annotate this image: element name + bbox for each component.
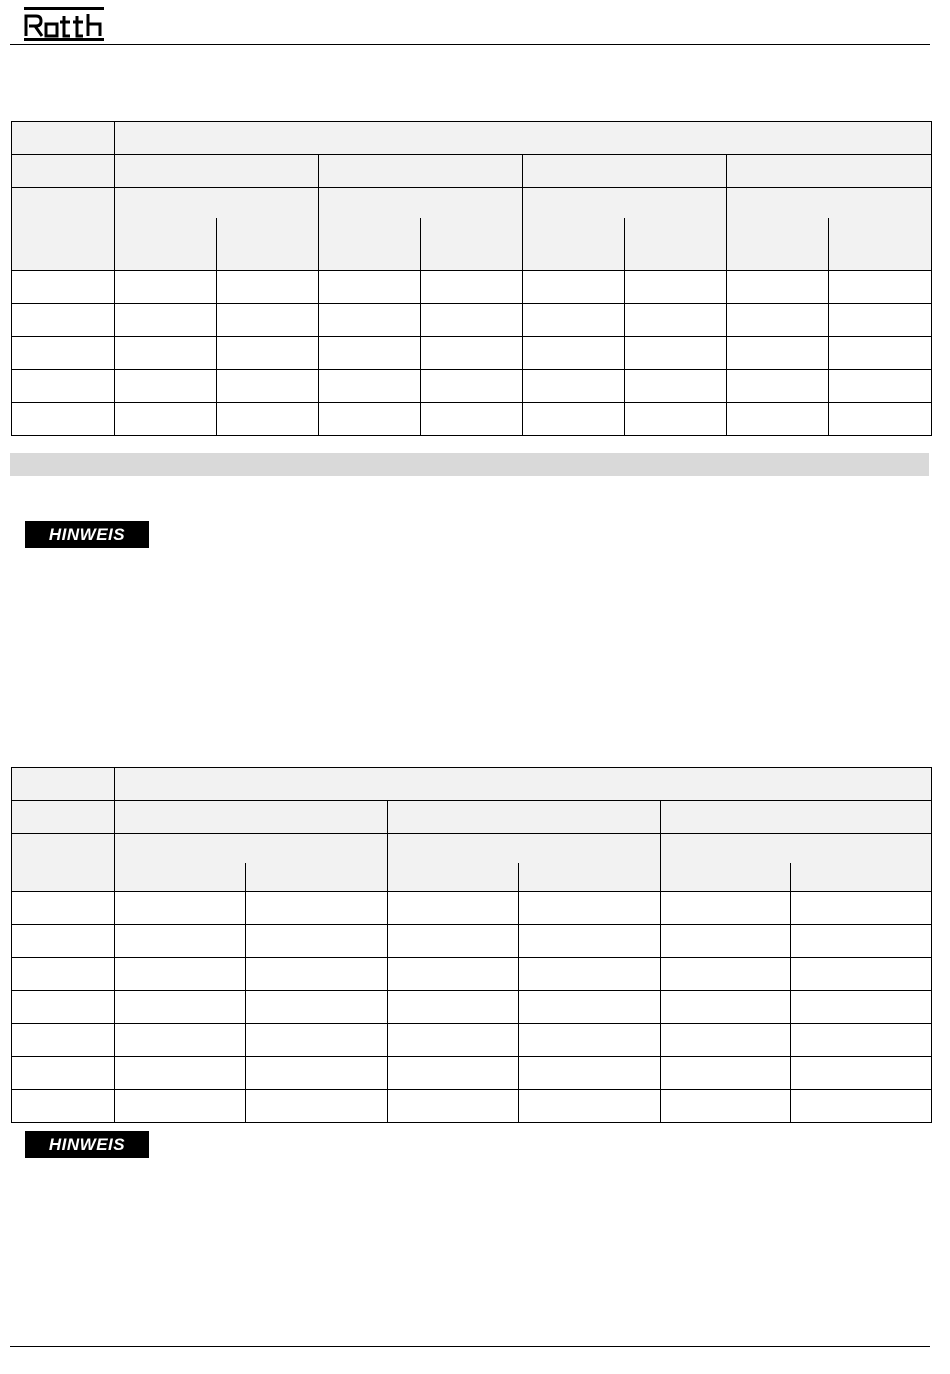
table-cell <box>523 304 625 337</box>
table-cell <box>12 925 115 958</box>
table-row <box>12 925 932 958</box>
table-cell <box>115 1090 246 1123</box>
table-header-cell <box>727 155 932 188</box>
table-header-cell <box>12 155 115 188</box>
table-cell <box>12 337 115 370</box>
table-header-cell <box>625 218 727 271</box>
table-header-cell <box>388 801 661 834</box>
table-header-cell <box>661 863 791 892</box>
table-cell <box>791 1090 932 1123</box>
table-header-cell <box>115 155 319 188</box>
table-cell <box>12 1090 115 1123</box>
table-cell <box>523 370 625 403</box>
table-cell <box>829 271 932 304</box>
table-cell <box>12 892 115 925</box>
table-header-cell <box>12 768 115 801</box>
footer-divider <box>10 1346 930 1347</box>
table-row <box>12 1024 932 1057</box>
table-header-cell <box>523 218 625 271</box>
table-cell <box>421 337 523 370</box>
table-cell <box>12 991 115 1024</box>
table-cell <box>319 304 421 337</box>
table-header-row <box>12 155 932 188</box>
table-header-cell <box>115 801 388 834</box>
table-cell <box>829 337 932 370</box>
table-cell <box>421 403 523 436</box>
table-cell <box>12 1024 115 1057</box>
table-cell <box>791 925 932 958</box>
table-header-cell <box>661 834 932 863</box>
table-cell <box>519 892 661 925</box>
table-cell <box>791 892 932 925</box>
table-cell <box>727 337 829 370</box>
header-divider <box>10 44 930 45</box>
table-cell <box>388 991 519 1024</box>
table-cell <box>727 370 829 403</box>
table-header-cell <box>319 218 421 271</box>
table-header-row <box>12 218 932 271</box>
roth-logo <box>24 6 106 42</box>
table-cell <box>217 403 319 436</box>
table-header-cell <box>523 188 727 218</box>
table-cell <box>115 1024 246 1057</box>
table-cell <box>519 991 661 1024</box>
data-table-1 <box>11 121 932 436</box>
table-cell <box>115 370 217 403</box>
table-cell <box>519 1057 661 1090</box>
table-header-row <box>12 188 932 218</box>
table-row <box>12 403 932 436</box>
table-header-row <box>12 834 932 863</box>
table-cell <box>319 271 421 304</box>
data-table-2 <box>11 767 932 1123</box>
table-cell <box>421 271 523 304</box>
table-row <box>12 958 932 991</box>
table-cell <box>625 337 727 370</box>
table-cell <box>829 370 932 403</box>
table-cell <box>217 304 319 337</box>
table-header-cell <box>791 863 932 892</box>
table-header-cell <box>661 801 932 834</box>
table-cell <box>421 304 523 337</box>
table-cell <box>661 1024 791 1057</box>
table-cell <box>727 271 829 304</box>
table-cell <box>388 1090 519 1123</box>
table-cell <box>115 892 246 925</box>
table-row <box>12 1090 932 1123</box>
table-cell <box>319 370 421 403</box>
table-cell <box>625 370 727 403</box>
table-header-cell <box>388 834 661 863</box>
table-cell <box>519 925 661 958</box>
table-cell <box>246 1024 388 1057</box>
table-cell <box>115 925 246 958</box>
table-cell <box>115 304 217 337</box>
section-band <box>10 453 929 476</box>
table-cell <box>519 1024 661 1057</box>
table-cell <box>727 304 829 337</box>
table-cell <box>115 403 217 436</box>
table-cell <box>246 991 388 1024</box>
table-cell <box>217 271 319 304</box>
table-cell <box>246 925 388 958</box>
table-cell <box>12 403 115 436</box>
table-cell <box>625 403 727 436</box>
table-header-row <box>12 768 932 801</box>
table-cell <box>829 304 932 337</box>
table-cell <box>523 271 625 304</box>
table-header-cell <box>12 801 115 834</box>
table-cell <box>791 958 932 991</box>
table-header-cell <box>246 863 388 892</box>
notice-label: HINWEIS <box>25 1131 149 1158</box>
table-header-cell <box>727 188 932 218</box>
table-cell <box>115 337 217 370</box>
table-cell <box>519 1090 661 1123</box>
table-cell <box>388 892 519 925</box>
table-cell <box>625 271 727 304</box>
table-cell <box>12 304 115 337</box>
table-header-cell <box>115 188 319 218</box>
table-cell <box>388 1057 519 1090</box>
table-cell <box>791 1024 932 1057</box>
table-header-cell <box>421 218 523 271</box>
table-cell <box>661 892 791 925</box>
table-cell <box>727 403 829 436</box>
table-cell <box>625 304 727 337</box>
table-cell <box>388 1024 519 1057</box>
table-cell <box>246 892 388 925</box>
table-cell <box>388 925 519 958</box>
table-header-cell <box>12 834 115 892</box>
table-header-cell <box>115 768 932 801</box>
table-cell <box>661 1090 791 1123</box>
table-cell <box>791 1057 932 1090</box>
table-cell <box>217 337 319 370</box>
table-cell <box>115 271 217 304</box>
table-row <box>12 370 932 403</box>
table-cell <box>791 991 932 1024</box>
table-cell <box>519 958 661 991</box>
table-cell <box>246 1057 388 1090</box>
table-header-cell <box>115 218 217 271</box>
table-header-cell <box>519 863 661 892</box>
table-cell <box>421 370 523 403</box>
table-header-row <box>12 863 932 892</box>
table-row <box>12 337 932 370</box>
table-header-cell <box>523 155 727 188</box>
table-cell <box>115 991 246 1024</box>
table-cell <box>523 337 625 370</box>
table-cell <box>12 958 115 991</box>
table-cell <box>523 403 625 436</box>
table-cell <box>661 1057 791 1090</box>
table-row <box>12 271 932 304</box>
table-cell <box>246 1090 388 1123</box>
table-header-cell <box>727 218 829 271</box>
table-cell <box>661 958 791 991</box>
table-header-cell <box>115 122 932 155</box>
table-header-cell <box>217 218 319 271</box>
table-header-cell <box>12 122 115 155</box>
table-header-cell <box>115 834 388 863</box>
table-cell <box>217 370 319 403</box>
table-cell <box>661 991 791 1024</box>
table-cell <box>246 958 388 991</box>
table-cell <box>12 1057 115 1090</box>
table-cell <box>115 958 246 991</box>
table-cell <box>12 370 115 403</box>
table-header-cell <box>115 863 246 892</box>
table-header-cell <box>319 188 523 218</box>
table-cell <box>12 271 115 304</box>
table-cell <box>388 958 519 991</box>
table-header-row <box>12 801 932 834</box>
table-row <box>12 991 932 1024</box>
table-row <box>12 1057 932 1090</box>
table-header-cell <box>829 218 932 271</box>
notice-label: HINWEIS <box>25 521 149 548</box>
table-cell <box>319 403 421 436</box>
table-cell <box>829 403 932 436</box>
roth-logo-graphic <box>24 6 106 42</box>
table-cell <box>319 337 421 370</box>
table-cell <box>115 1057 246 1090</box>
table-row <box>12 304 932 337</box>
table-header-cell <box>319 155 523 188</box>
table-row <box>12 892 932 925</box>
table-header-row <box>12 122 932 155</box>
table-cell <box>661 925 791 958</box>
table-header-cell <box>388 863 519 892</box>
table-header-cell <box>12 188 115 271</box>
